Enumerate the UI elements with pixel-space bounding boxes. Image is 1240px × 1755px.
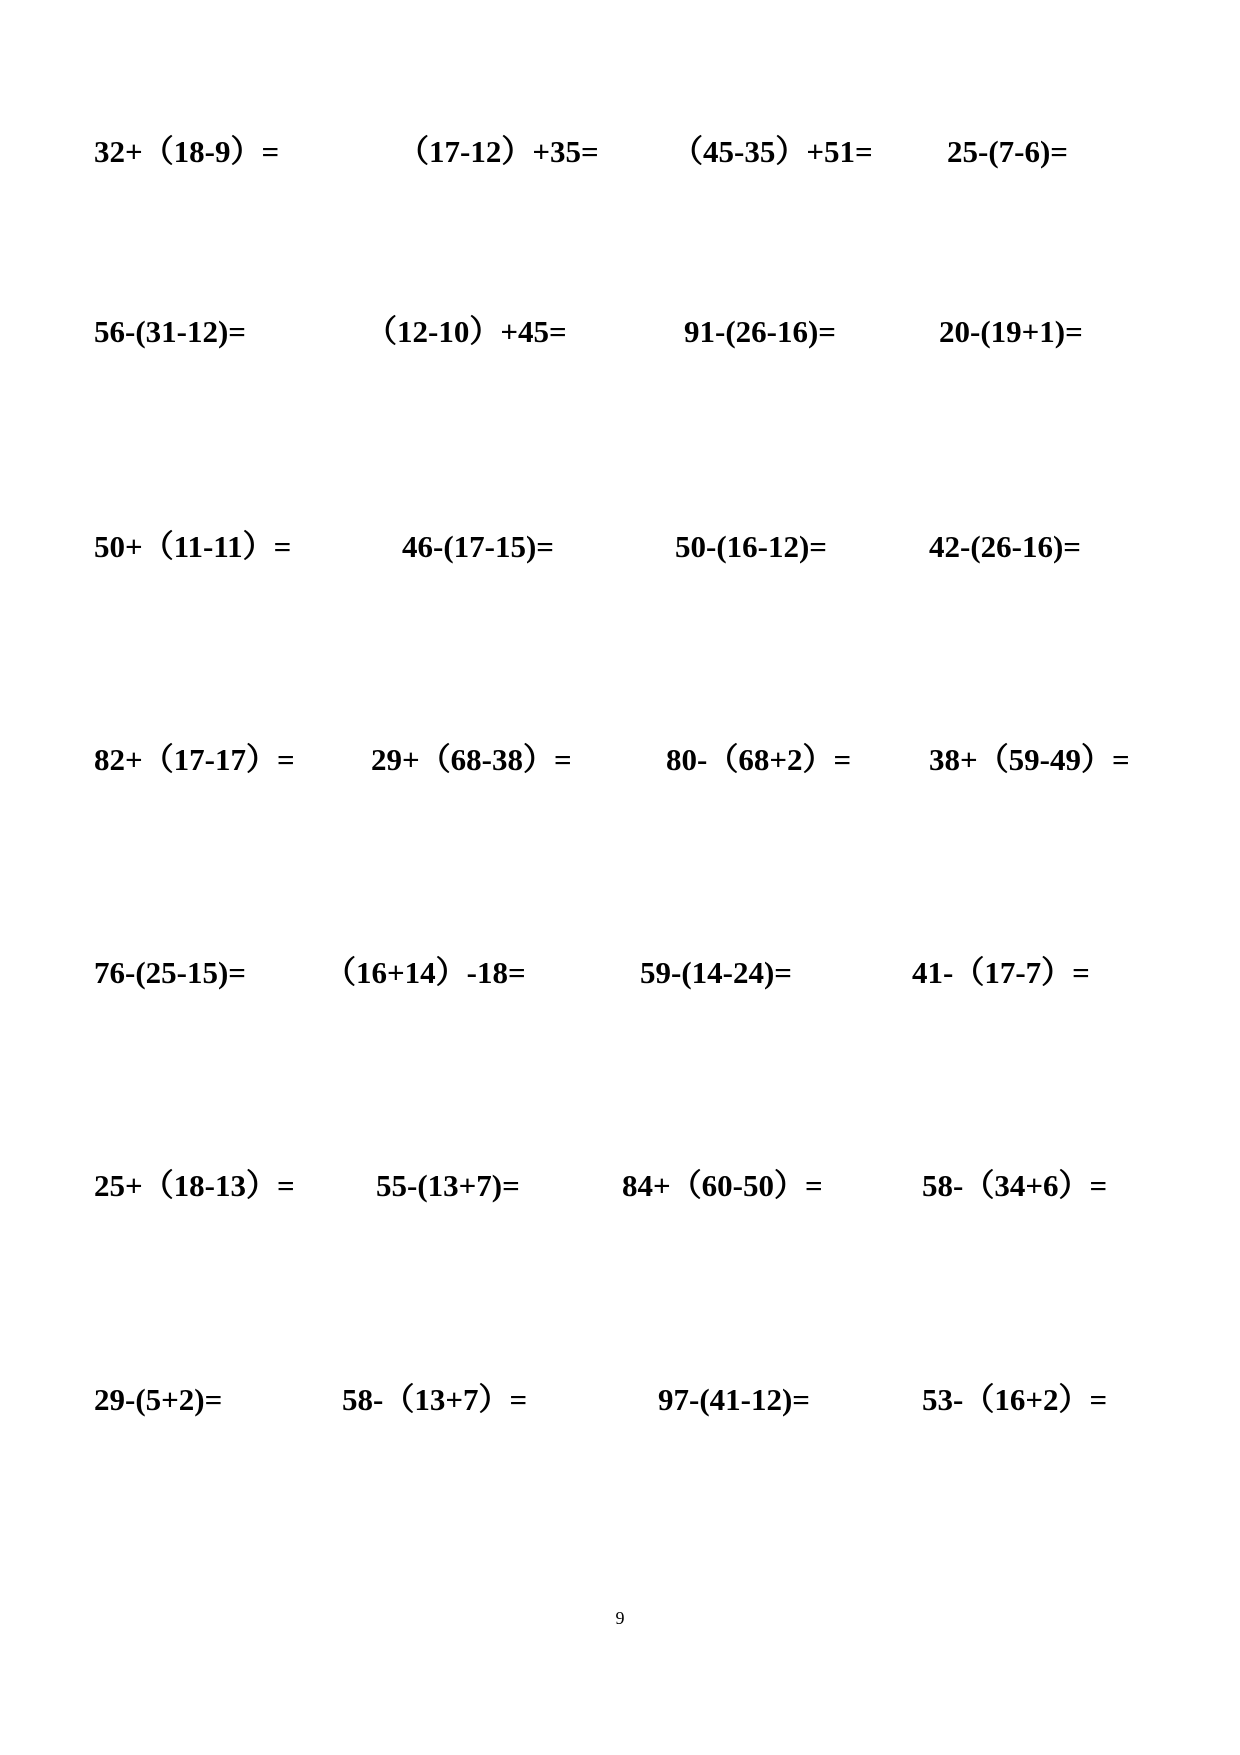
arithmetic-problem: 25-(7-6)=: [947, 134, 1068, 169]
arithmetic-problem: 82+（17-17）=: [94, 742, 295, 777]
page-number: 9: [615, 1608, 625, 1628]
arithmetic-problem: 97-(41-12)=: [658, 1382, 810, 1417]
arithmetic-problem: 58-（34+6）=: [922, 1168, 1108, 1203]
problem-row-5: [0, 943, 1240, 1003]
arithmetic-problem: 53-（16+2）=: [922, 1382, 1108, 1417]
arithmetic-problem: 50-(16-12)=: [675, 529, 827, 564]
problem-row-6: [0, 1156, 1240, 1216]
arithmetic-problem: 59-(14-24)=: [640, 955, 792, 990]
arithmetic-problem: 84+（60-50）=: [622, 1168, 823, 1203]
problem-row-1: [0, 122, 1240, 182]
arithmetic-problem: 80-（68+2）=: [666, 742, 852, 777]
arithmetic-problem: （16+14）-18=: [325, 955, 526, 990]
arithmetic-problem: 46-(17-15)=: [402, 529, 554, 564]
problem-row-7: [0, 1370, 1240, 1430]
arithmetic-problem: 56-(31-12)=: [94, 314, 246, 349]
arithmetic-problem: 32+（18-9）=: [94, 134, 280, 169]
arithmetic-problem: 41-（17-7）=: [912, 955, 1090, 990]
arithmetic-problem: 91-(26-16)=: [684, 314, 836, 349]
problem-row-4: [0, 730, 1240, 790]
arithmetic-problem: （45-35）+51=: [672, 134, 873, 169]
problem-row-2: [0, 302, 1240, 362]
arithmetic-problem: 29-(5+2)=: [94, 1382, 223, 1417]
arithmetic-problem: 25+（18-13）=: [94, 1168, 295, 1203]
arithmetic-problem: （12-10）+45=: [366, 314, 567, 349]
problem-row-3: [0, 517, 1240, 577]
arithmetic-problem: 38+（59-49）=: [929, 742, 1130, 777]
arithmetic-problem: 58-（13+7）=: [342, 1382, 528, 1417]
arithmetic-problem: （17-12）+35=: [398, 134, 599, 169]
arithmetic-problem: 20-(19+1)=: [939, 314, 1083, 349]
arithmetic-problem: 76-(25-15)=: [94, 955, 246, 990]
arithmetic-problem: 50+（11-11）=: [94, 529, 292, 564]
arithmetic-problem: 29+（68-38）=: [371, 742, 572, 777]
arithmetic-problem: 42-(26-16)=: [929, 529, 1081, 564]
arithmetic-problem: 55-(13+7)=: [376, 1168, 520, 1203]
